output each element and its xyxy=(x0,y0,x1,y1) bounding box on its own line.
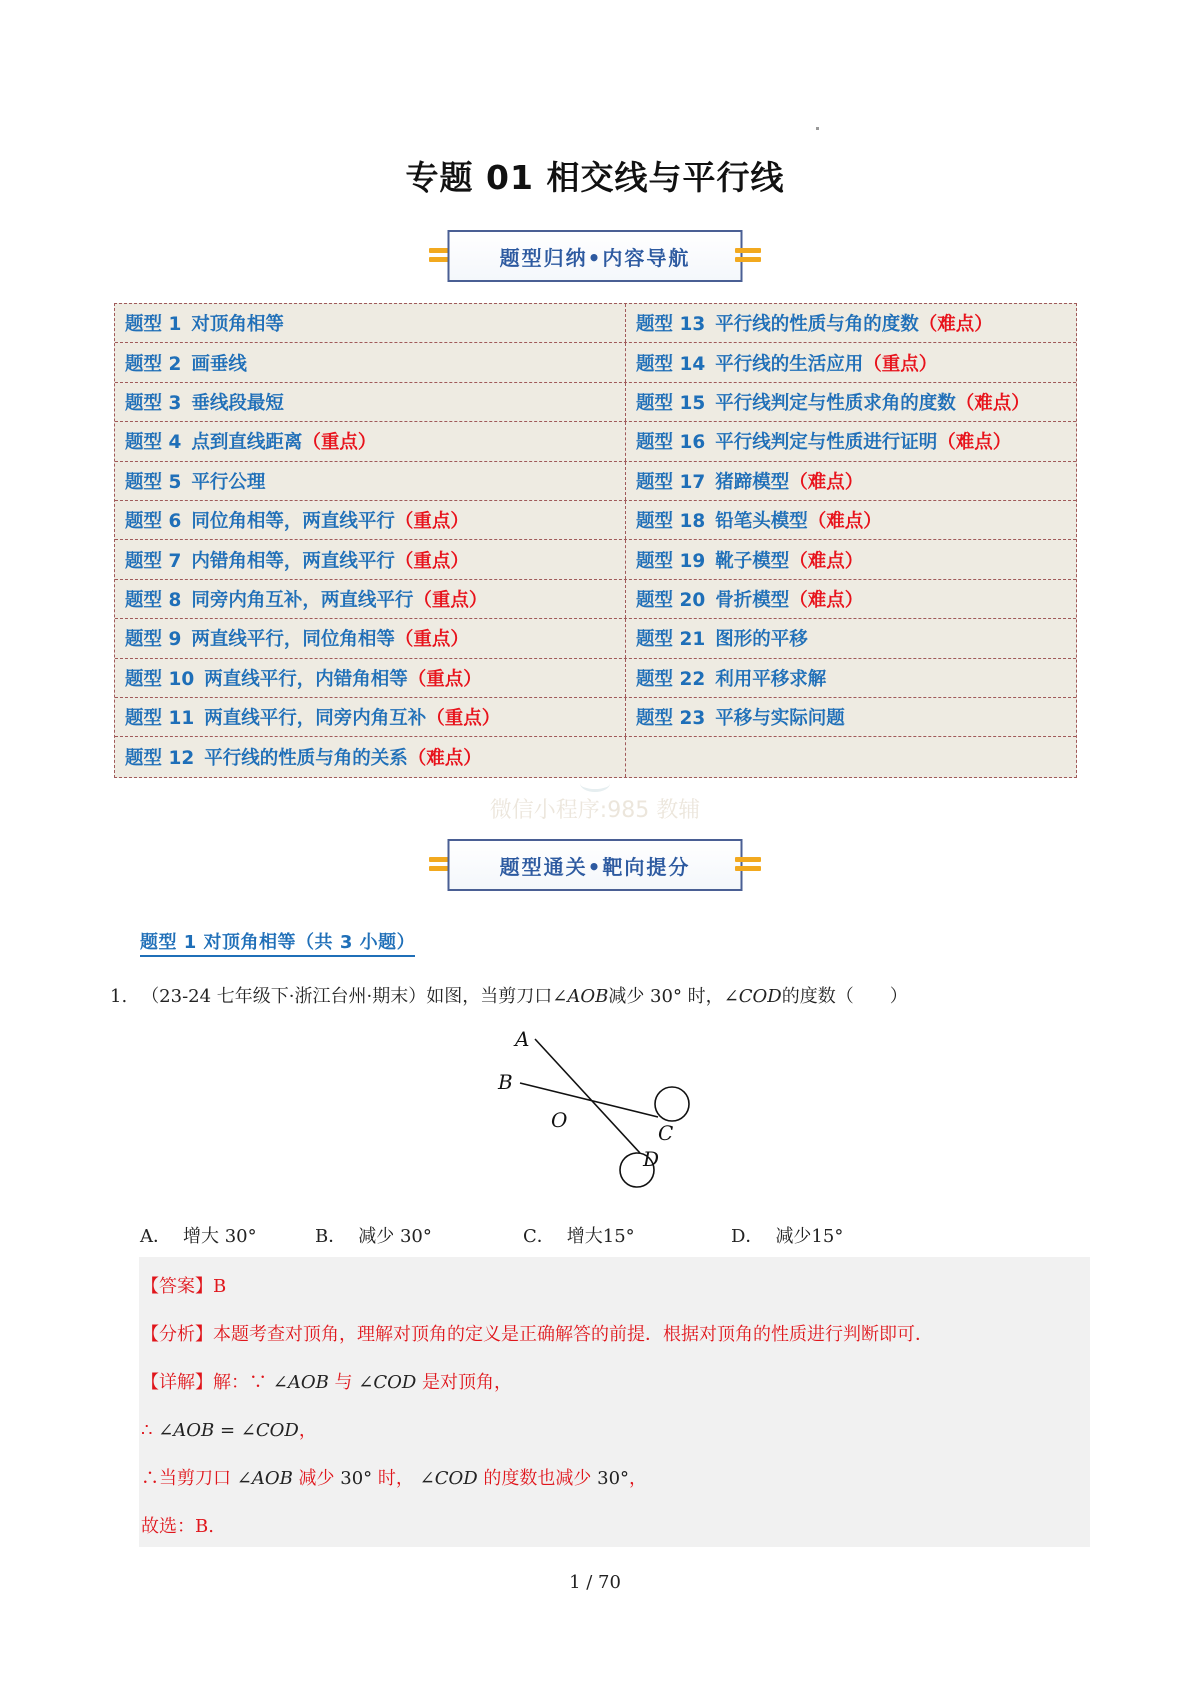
toc-item-title: 对顶角相等 xyxy=(191,314,284,336)
toc-item-number: 题型 11 xyxy=(125,708,195,730)
detail-line-2: ∴ ∠AOB = ∠COD， xyxy=(141,1420,317,1441)
toc-item-number: 题型 9 xyxy=(125,629,182,651)
banner-right-bar-icon xyxy=(735,248,761,264)
toc-item[interactable] xyxy=(626,698,1075,736)
analysis-line xyxy=(141,1320,933,1346)
toc-row xyxy=(115,580,1076,619)
toc-item-title: 平行线的性质与角的关系 xyxy=(204,747,408,769)
toc-item-number: 题型 21 xyxy=(636,629,706,651)
toc-item-title: 两直线平行，内错角相等 xyxy=(204,668,408,690)
toc-item-title: 平移与实际问题 xyxy=(715,708,845,730)
toc-item[interactable] xyxy=(115,422,626,460)
label-d: D xyxy=(643,1147,660,1171)
analysis-label: 【分析】 xyxy=(141,1324,213,1345)
toc-row xyxy=(115,659,1076,698)
toc-item-number: 题型 20 xyxy=(636,589,706,611)
toc-item-number: 题型 10 xyxy=(125,668,195,690)
angle-cod: ∠COD xyxy=(723,986,782,1007)
toc-item-title: 平行线的生活应用 xyxy=(715,353,864,375)
toc-item[interactable] xyxy=(626,343,1075,381)
label-o: O xyxy=(551,1108,568,1132)
toc-item-number: 题型 22 xyxy=(636,668,706,690)
toc-item-title: 图形的平移 xyxy=(715,629,808,651)
toc-item-number: 题型 6 xyxy=(125,511,182,533)
answer-options xyxy=(140,1222,843,1248)
toc-item-number: 题型 23 xyxy=(636,708,706,730)
toc-item-tag: （重点） xyxy=(407,668,482,690)
line-bc xyxy=(520,1083,658,1117)
toc-item[interactable] xyxy=(626,304,1075,342)
question-text: 如图，当剪刀口 xyxy=(426,986,553,1007)
toc-item[interactable] xyxy=(115,659,626,697)
handle-c-icon xyxy=(655,1087,689,1121)
toc-item[interactable] xyxy=(115,304,626,342)
toc-item[interactable] xyxy=(626,580,1075,618)
practice-banner xyxy=(0,835,1190,897)
toc-item[interactable] xyxy=(626,422,1075,460)
toc-item-title: 同位角相等，两直线平行 xyxy=(191,511,395,533)
toc-item[interactable] xyxy=(115,343,626,381)
detail-label: 【详解】 xyxy=(141,1372,213,1393)
toc-row xyxy=(115,737,1076,776)
toc-item-title: 画垂线 xyxy=(191,353,247,375)
toc-item-number: 题型 16 xyxy=(636,432,706,454)
option-d[interactable]: D． 减少15° xyxy=(731,1226,844,1247)
line-ad xyxy=(535,1039,640,1153)
toc-item-number: 题型 17 xyxy=(636,471,706,493)
question-source: （23-24 七年级下·浙江台州·期末） xyxy=(141,986,427,1007)
toc-row xyxy=(115,462,1076,501)
toc-item-number: 题型 5 xyxy=(125,471,182,493)
option-c[interactable]: C． 增大15° xyxy=(523,1226,635,1247)
practice-banner-box xyxy=(448,839,743,891)
toc-item-tag: （难点） xyxy=(918,314,993,336)
detail-line-3: ∴当剪刀口 ∠AOB 减少 30° 时， ∠COD 的度数也减少 30°， xyxy=(141,1468,648,1489)
question-number: 1. xyxy=(110,986,128,1007)
page-number: 1 / 70 xyxy=(569,1572,621,1593)
toc-item-tag: （难点） xyxy=(937,432,1012,454)
toc-item-tag: （难点） xyxy=(789,471,864,493)
toc-item-title: 垂线段最短 xyxy=(191,392,284,414)
answer-label: 【答案】 xyxy=(141,1276,213,1297)
practice-banner-text: 题型通关•靶向提分 xyxy=(499,854,691,879)
toc-banner-text: 题型归纳•内容导航 xyxy=(499,245,691,270)
toc-item-number: 题型 18 xyxy=(636,511,706,533)
toc-item-tag: （重点） xyxy=(863,353,938,375)
question-text: 的度数（ ） xyxy=(781,986,908,1007)
toc-item[interactable] xyxy=(115,383,626,421)
toc-item-tag: （难点） xyxy=(789,589,864,611)
toc-row xyxy=(115,304,1076,343)
toc-empty-cell xyxy=(626,737,1075,776)
toc-item[interactable] xyxy=(115,540,626,578)
toc-banner-box xyxy=(448,230,743,282)
toc-table xyxy=(114,303,1077,778)
toc-item-title: 骨折模型 xyxy=(715,589,790,611)
toc-item-title: 同旁内角互补，两直线平行 xyxy=(191,589,414,611)
toc-row xyxy=(115,501,1076,540)
toc-row xyxy=(115,422,1076,461)
toc-item-number: 题型 2 xyxy=(125,353,182,375)
toc-item-title: 平行线判定与性质求角的度数 xyxy=(715,392,956,414)
toc-item-number: 题型 1 xyxy=(125,314,182,336)
page-title: 专题 01 相交线与平行线 xyxy=(405,158,785,197)
section-heading-link[interactable]: 题型 1 对顶角相等（共 3 小题） xyxy=(140,928,415,957)
watermark: 微信小程序:985 教辅 xyxy=(489,798,701,823)
toc-item[interactable] xyxy=(626,462,1075,500)
toc-row xyxy=(115,540,1076,579)
toc-item[interactable] xyxy=(626,383,1075,421)
toc-item-tag: （难点） xyxy=(407,747,482,769)
toc-item-tag: （难点） xyxy=(955,392,1030,414)
toc-item-number: 题型 13 xyxy=(636,314,706,336)
toc-item-title: 猪蹄模型 xyxy=(715,471,790,493)
toc-row xyxy=(115,383,1076,422)
toc-item-number: 题型 7 xyxy=(125,550,182,572)
question-1 xyxy=(110,982,908,1008)
scissors-diagram xyxy=(495,1025,745,1205)
toc-item-tag: （重点） xyxy=(413,589,488,611)
toc-item[interactable] xyxy=(115,619,626,657)
toc-item-title: 利用平移求解 xyxy=(715,668,827,690)
watermark-logo-icon xyxy=(580,775,610,792)
answer-box xyxy=(139,1257,1090,1547)
toc-item-tag: （重点） xyxy=(394,511,469,533)
toc-item-number: 题型 14 xyxy=(636,353,706,375)
stray-dot xyxy=(816,127,819,130)
toc-item-number: 题型 15 xyxy=(636,392,706,414)
toc-item-title: 内错角相等，两直线平行 xyxy=(191,550,395,572)
toc-item[interactable] xyxy=(115,501,626,539)
toc-item-number: 题型 12 xyxy=(125,747,195,769)
toc-item-tag: （难点） xyxy=(807,511,882,533)
toc-item-title: 靴子模型 xyxy=(715,550,790,572)
angle-aob: ∠AOB xyxy=(552,986,609,1007)
banner-right-bar-icon xyxy=(735,857,761,873)
toc-row xyxy=(115,698,1076,737)
question-text: 减少 30° 时， xyxy=(608,986,724,1007)
analysis-text: 本题考查对顶角，理解对顶角的定义是正确解答的前提．根据对顶角的性质进行判断即可． xyxy=(213,1324,933,1345)
answer-value: B xyxy=(213,1276,227,1297)
toc-item-tag: （重点） xyxy=(302,432,377,454)
option-a[interactable]: A． 增大 30° xyxy=(140,1226,257,1247)
toc-banner xyxy=(0,226,1190,288)
toc-item-number: 题型 19 xyxy=(636,550,706,572)
toc-item[interactable] xyxy=(115,462,626,500)
toc-item-title: 点到直线距离 xyxy=(191,432,303,454)
toc-item-tag: （重点） xyxy=(394,629,469,651)
toc-item[interactable] xyxy=(626,619,1075,657)
toc-row xyxy=(115,343,1076,382)
toc-item-title: 两直线平行，同旁内角互补 xyxy=(204,708,427,730)
toc-item[interactable] xyxy=(115,698,626,736)
label-c: C xyxy=(658,1121,674,1145)
toc-item-title: 平行线判定与性质进行证明 xyxy=(715,432,938,454)
toc-item[interactable] xyxy=(115,580,626,618)
detail-line-1: 【详解】解：∵ ∠AOB 与 ∠COD 是对顶角， xyxy=(141,1372,513,1393)
toc-item-title: 铅笔头模型 xyxy=(715,511,808,533)
toc-item-tag: （重点） xyxy=(394,550,469,572)
toc-item[interactable] xyxy=(115,737,626,776)
label-b: B xyxy=(498,1070,513,1094)
toc-item-number: 题型 8 xyxy=(125,589,182,611)
conclusion-line: 故选：B. xyxy=(141,1516,214,1537)
answer-line xyxy=(141,1272,226,1298)
option-b[interactable]: B． 减少 30° xyxy=(315,1226,432,1247)
toc-item-tag: （重点） xyxy=(426,708,501,730)
toc-item-number: 题型 4 xyxy=(125,432,182,454)
toc-item[interactable] xyxy=(626,501,1075,539)
toc-item[interactable] xyxy=(626,659,1075,697)
toc-row xyxy=(115,619,1076,658)
toc-item[interactable] xyxy=(626,540,1075,578)
toc-item-title: 两直线平行，同位角相等 xyxy=(191,629,395,651)
toc-item-number: 题型 3 xyxy=(125,392,182,414)
label-a: A xyxy=(515,1027,530,1051)
toc-item-tag: （难点） xyxy=(789,550,864,572)
toc-item-title: 平行线的性质与角的度数 xyxy=(715,314,919,336)
toc-item-title: 平行公理 xyxy=(191,471,266,493)
